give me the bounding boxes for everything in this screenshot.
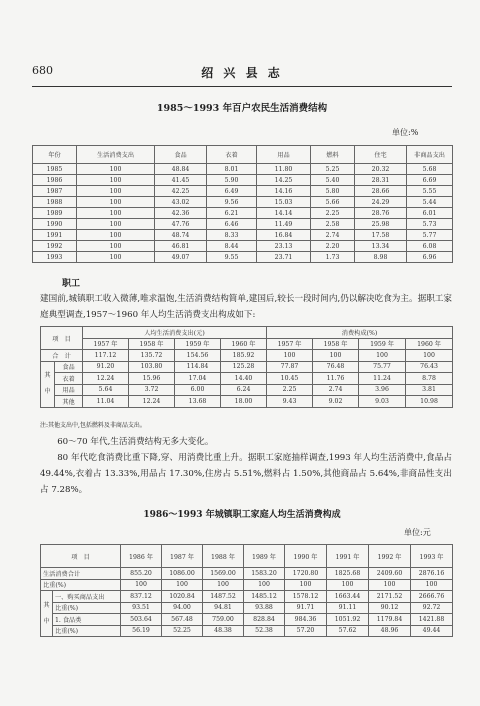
table1-header-cell: 衣着 xyxy=(207,146,257,164)
table-cell: 92.72 xyxy=(411,602,453,614)
table-row xyxy=(41,373,453,385)
table-cell: 28.31 xyxy=(355,175,407,186)
table-cell: 16.84 xyxy=(257,230,311,241)
table-cell: 1991 xyxy=(33,230,77,241)
table2-row-label: 衣着 xyxy=(55,373,83,385)
table-cell: 1.73 xyxy=(311,252,355,263)
table2-row-label: 其他 xyxy=(55,396,83,408)
table2-year-cell: 1960 年 xyxy=(221,338,267,350)
table-cell: 1663.44 xyxy=(327,591,369,603)
table-cell: 9.55 xyxy=(207,252,257,263)
table-cell: 100 xyxy=(77,230,155,241)
table-cell: 135.72 xyxy=(129,350,175,362)
table-cell: 2.58 xyxy=(311,219,355,230)
table-cell: 9.03 xyxy=(359,396,406,408)
table-cell: 185.92 xyxy=(221,350,267,362)
table-cell: 48.84 xyxy=(155,164,207,175)
table-cell: 46.81 xyxy=(155,241,207,252)
table-cell: 93.88 xyxy=(244,602,285,614)
table-cell: 24.29 xyxy=(355,197,407,208)
table1-header-cell: 食品 xyxy=(155,146,207,164)
table1-header-cell: 燃料 xyxy=(311,146,355,164)
table-cell: 23.13 xyxy=(257,241,311,252)
table2-header-row xyxy=(41,327,453,339)
table2-year-cell: 1958 年 xyxy=(129,338,175,350)
table3-year-cell: 1986 年 xyxy=(121,545,162,568)
table-cell: 100 xyxy=(121,579,162,591)
table3-year-cell: 1988 年 xyxy=(203,545,244,568)
table-cell: 43.02 xyxy=(155,197,207,208)
table-row xyxy=(41,591,453,603)
table-cell: 1720.80 xyxy=(285,568,327,580)
table-cell: 49.44 xyxy=(411,625,453,637)
table-cell: 42.25 xyxy=(155,186,207,197)
table-cell: 100 xyxy=(77,252,155,263)
table-cell: 6.46 xyxy=(207,219,257,230)
table2-year-cell: 1957 年 xyxy=(83,338,129,350)
table-cell: 91.11 xyxy=(327,602,369,614)
table-cell: 1989 xyxy=(33,208,77,219)
table-cell: 8.44 xyxy=(207,241,257,252)
table-cell: 3.96 xyxy=(359,384,406,396)
table2-header-group1: 人均生活消费支出(元) xyxy=(83,327,267,339)
table-cell: 100 xyxy=(411,579,453,591)
table-cell: 15.03 xyxy=(257,197,311,208)
table1-header-cell: 年份 xyxy=(33,146,77,164)
table3-title: 1986～1993 年城镇职工家庭人均生活消费构成 xyxy=(143,510,341,520)
table-cell: 8.01 xyxy=(207,164,257,175)
table2-side-label xyxy=(41,361,55,407)
table-cell: 6.01 xyxy=(407,208,453,219)
table-cell: 100 xyxy=(77,197,155,208)
table-cell: 94.00 xyxy=(162,602,203,614)
table-cell: 90.12 xyxy=(369,602,411,614)
table-cell: 14.14 xyxy=(257,208,311,219)
table-cell: 2.74 xyxy=(311,230,355,241)
table-row xyxy=(41,568,453,580)
table-cell: 5.55 xyxy=(407,186,453,197)
table-cell: 1569.00 xyxy=(203,568,244,580)
table-cell: 11.49 xyxy=(257,219,311,230)
table-cell: 100 xyxy=(77,175,155,186)
table-cell: 14.16 xyxy=(257,186,311,197)
table-cell: 1988 xyxy=(33,197,77,208)
table-cell: 100 xyxy=(327,579,369,591)
table2-header-group2: 消费构成(%) xyxy=(267,327,453,339)
table-cell: 8.98 xyxy=(355,252,407,263)
table-cell: 15.96 xyxy=(129,373,175,385)
table1-unit: 单位:% xyxy=(392,128,419,137)
table-cell: 6.69 xyxy=(407,175,453,186)
table-cell: 5.40 xyxy=(311,175,355,186)
table-cell: 5.66 xyxy=(311,197,355,208)
table-cell: 41.45 xyxy=(155,175,207,186)
table-cell: 77.87 xyxy=(267,361,313,373)
table-cell: 75.77 xyxy=(359,361,406,373)
table-cell: 100 xyxy=(77,164,155,175)
table-row xyxy=(33,164,453,175)
table3-row-label: 一、购买商品支出 xyxy=(53,591,121,603)
table-cell: 1990 xyxy=(33,219,77,230)
table-cell: 6.00 xyxy=(175,384,221,396)
table-cell: 1421.88 xyxy=(411,614,453,626)
table-cell: 6.08 xyxy=(407,241,453,252)
table3-side-label xyxy=(41,591,53,637)
table2-row-label: 用品 xyxy=(55,384,83,396)
table-cell: 100 xyxy=(162,579,203,591)
table1-title: 1985～1993 年百户农民生活消费结构 xyxy=(156,103,328,114)
table2-row-label: 合 计 xyxy=(41,350,83,362)
table-row xyxy=(41,396,453,408)
table-cell: 47.76 xyxy=(155,219,207,230)
table-cell: 12.24 xyxy=(83,373,129,385)
table2-side-char: 中 xyxy=(44,388,51,395)
table-cell: 28.76 xyxy=(355,208,407,219)
table-cell: 76.43 xyxy=(406,361,453,373)
table-cell: 76.48 xyxy=(313,361,359,373)
table-cell: 2876.16 xyxy=(411,568,453,580)
table1-farmer-consumption xyxy=(32,145,453,263)
table-cell: 13.68 xyxy=(175,396,221,408)
table-cell: 100 xyxy=(77,241,155,252)
table3-header-item: 项 目 xyxy=(41,545,121,568)
table-cell: 5.68 xyxy=(407,164,453,175)
table-cell: 3.72 xyxy=(129,384,175,396)
paragraph-intro: 建国前,城镇职工收入微薄,唯求温饱,生活消费结构简单,建国后,较长一段时间内,仍以解决吃食为主。据职工家庭典型调查,1957～1960 年人均生活消费支出构成如下: xyxy=(40,294,452,320)
table-cell: 1485.12 xyxy=(244,591,285,603)
table-cell: 1985 xyxy=(33,164,77,175)
paragraph-1980s xyxy=(40,434,452,498)
table-cell: 13.34 xyxy=(355,241,407,252)
table-cell: 10.45 xyxy=(267,373,313,385)
table-cell: 503.64 xyxy=(121,614,162,626)
table2-header-item: 项 目 xyxy=(41,327,83,350)
table-cell: 6.24 xyxy=(221,384,267,396)
table-cell: 11.80 xyxy=(257,164,311,175)
table2-year-cell: 1960 年 xyxy=(406,338,453,350)
table-cell: 2.20 xyxy=(311,241,355,252)
table-cell: 48.74 xyxy=(155,230,207,241)
table-cell: 1051.92 xyxy=(327,614,369,626)
table-cell: 5.25 xyxy=(311,164,355,175)
table-cell: 1825.68 xyxy=(327,568,369,580)
table-cell: 11.24 xyxy=(359,373,406,385)
table3-row-label: 生活消费合计 xyxy=(41,568,121,580)
paragraph-80s: 80 年代吃食消费比重下降,穿、用消费比重上升。据职工家庭抽样调查,1993 年人均生活消费中,食品占 49.44%,衣着占 13.33%,用品占 17.30%,住房占 5.51%,燃料占 1.50%,其他商品占 5.64%,非商品性支出占 7.28%。 xyxy=(40,453,452,495)
table-cell: 57.62 xyxy=(327,625,369,637)
table-row xyxy=(41,384,453,396)
table-cell: 20.32 xyxy=(355,164,407,175)
table-cell: 42.36 xyxy=(155,208,207,219)
page-number: 680 xyxy=(32,64,53,77)
table-cell: 1583.20 xyxy=(244,568,285,580)
table3-year-cell: 1992 年 xyxy=(369,545,411,568)
table-cell: 100 xyxy=(77,186,155,197)
table3-side-char: 中 xyxy=(43,617,50,625)
table-cell: 3.81 xyxy=(406,384,453,396)
table-cell: 1987 xyxy=(33,186,77,197)
table-cell: 11.76 xyxy=(313,373,359,385)
table-row xyxy=(41,602,453,614)
table1-header-cell: 生活消费支出 xyxy=(77,146,155,164)
table-row xyxy=(41,625,453,637)
table2-row-label: 食品 xyxy=(55,361,83,373)
table-row xyxy=(33,175,453,186)
table2-worker-consumption-1957-1960 xyxy=(40,326,453,408)
table-row xyxy=(33,208,453,219)
table-cell: 12.24 xyxy=(129,396,175,408)
table-cell: 2.74 xyxy=(313,384,359,396)
table-cell: 52.25 xyxy=(162,625,203,637)
table-row xyxy=(41,614,453,626)
table3-row-label: 比重(%) xyxy=(53,625,121,637)
table1-header-cell: 用品 xyxy=(257,146,311,164)
table-row xyxy=(33,186,453,197)
table-cell: 828.84 xyxy=(244,614,285,626)
table-cell: 25.98 xyxy=(355,219,407,230)
table-cell: 57.20 xyxy=(285,625,327,637)
table3-year-cell: 1989 年 xyxy=(244,545,285,568)
table-cell: 91.20 xyxy=(83,361,129,373)
table-cell: 1487.52 xyxy=(203,591,244,603)
table-cell: 1993 xyxy=(33,252,77,263)
table-cell: 837.12 xyxy=(121,591,162,603)
table-cell: 1086.00 xyxy=(162,568,203,580)
table-cell: 5.73 xyxy=(407,219,453,230)
table2-note: 注:其他支出中,包括燃料及非商品支出。 xyxy=(40,422,146,429)
table1-header-row xyxy=(33,146,453,164)
table-cell: 1179.84 xyxy=(369,614,411,626)
table3-body xyxy=(41,545,453,637)
page-header xyxy=(32,64,452,80)
table-row xyxy=(41,361,453,373)
table-cell: 14.40 xyxy=(221,373,267,385)
table-row xyxy=(33,197,453,208)
table3-row-label: 比重(%) xyxy=(41,579,121,591)
table-cell: 117.12 xyxy=(83,350,129,362)
table-cell: 2171.52 xyxy=(369,591,411,603)
table-row xyxy=(33,230,453,241)
table3-year-cell: 1987 年 xyxy=(162,545,203,568)
table-row xyxy=(33,219,453,230)
table-cell: 114.84 xyxy=(175,361,221,373)
table-row xyxy=(33,241,453,252)
table-cell: 91.71 xyxy=(285,602,327,614)
table-cell: 100 xyxy=(359,350,406,362)
table-cell: 17.58 xyxy=(355,230,407,241)
table-cell: 17.04 xyxy=(175,373,221,385)
table2-body xyxy=(41,327,453,408)
table1-body xyxy=(33,164,453,263)
table-cell: 8.78 xyxy=(406,373,453,385)
table-cell: 14.25 xyxy=(257,175,311,186)
table2-year-row xyxy=(41,338,453,350)
table-cell: 100 xyxy=(267,350,313,362)
paragraph-60s70s: 60～70 年代,生活消费结构无多大变化。 xyxy=(57,437,214,447)
table-cell: 5.90 xyxy=(207,175,257,186)
table2-year-cell: 1959 年 xyxy=(359,338,406,350)
table3-year-cell: 1990 年 xyxy=(285,545,327,568)
table2-year-cell: 1958 年 xyxy=(313,338,359,350)
table-cell: 2.25 xyxy=(311,208,355,219)
table-cell: 48.38 xyxy=(203,625,244,637)
table-cell: 567.48 xyxy=(162,614,203,626)
table1-header-cell: 非商品支出 xyxy=(407,146,453,164)
table-cell: 10.98 xyxy=(406,396,453,408)
table-cell: 100 xyxy=(203,579,244,591)
table-row xyxy=(41,579,453,591)
table-cell: 984.36 xyxy=(285,614,327,626)
table-cell: 100 xyxy=(285,579,327,591)
table-cell: 154.56 xyxy=(175,350,221,362)
table-cell: 100 xyxy=(406,350,453,362)
table-cell: 100 xyxy=(313,350,359,362)
table1-header-cell: 住宅 xyxy=(355,146,407,164)
book-title: 绍 兴 县 志 xyxy=(201,66,283,80)
table-cell: 1578.12 xyxy=(285,591,327,603)
table-cell: 855.20 xyxy=(121,568,162,580)
table2-side-char: 其 xyxy=(44,372,51,379)
table-cell: 9.02 xyxy=(313,396,359,408)
table-cell: 8.33 xyxy=(207,230,257,241)
table-cell: 2409.60 xyxy=(369,568,411,580)
table-cell: 5.80 xyxy=(311,186,355,197)
table-cell: 9.43 xyxy=(267,396,313,408)
table-cell: 56.19 xyxy=(121,625,162,637)
table-cell: 100 xyxy=(77,208,155,219)
table-cell: 93.51 xyxy=(121,602,162,614)
table-cell: 5.77 xyxy=(407,230,453,241)
table3-header-row xyxy=(41,545,453,568)
table-cell: 1986 xyxy=(33,175,77,186)
table-cell: 6.49 xyxy=(207,186,257,197)
table-cell: 6.96 xyxy=(407,252,453,263)
table-cell: 5.64 xyxy=(83,384,129,396)
table3-row-label: 比重(%) xyxy=(53,602,121,614)
table-cell: 125.28 xyxy=(221,361,267,373)
table-cell: 9.56 xyxy=(207,197,257,208)
table-cell: 100 xyxy=(369,579,411,591)
table3-worker-consumption-1986-1993 xyxy=(40,544,453,637)
table-row xyxy=(33,252,453,263)
table-cell: 100 xyxy=(77,219,155,230)
table-cell: 759.00 xyxy=(203,614,244,626)
table-row xyxy=(41,350,453,362)
table-cell: 28.66 xyxy=(355,186,407,197)
table-cell: 49.07 xyxy=(155,252,207,263)
table3-side-char: 其 xyxy=(43,601,50,609)
table-cell: 11.04 xyxy=(83,396,129,408)
table3-year-cell: 1991 年 xyxy=(327,545,369,568)
table-cell: 2.25 xyxy=(267,384,313,396)
table3-year-cell: 1993 年 xyxy=(411,545,453,568)
table-cell: 1020.84 xyxy=(162,591,203,603)
table2-year-cell: 1957 年 xyxy=(267,338,313,350)
table-cell: 1992 xyxy=(33,241,77,252)
table2-year-cell: 1959 年 xyxy=(175,338,221,350)
table-cell: 18.00 xyxy=(221,396,267,408)
table-cell: 2666.76 xyxy=(411,591,453,603)
section-heading: 职工 xyxy=(62,279,81,289)
header-rule xyxy=(32,86,452,87)
table-cell: 6.21 xyxy=(207,208,257,219)
table-cell: 52.38 xyxy=(244,625,285,637)
table-cell: 23.71 xyxy=(257,252,311,263)
table3-unit: 单位:元 xyxy=(404,528,431,537)
table-cell: 94.81 xyxy=(203,602,244,614)
table-cell: 48.96 xyxy=(369,625,411,637)
table-cell: 100 xyxy=(244,579,285,591)
table3-row-label: 1. 食品类 xyxy=(53,614,121,626)
table-cell: 103.80 xyxy=(129,361,175,373)
table-cell: 5.44 xyxy=(407,197,453,208)
